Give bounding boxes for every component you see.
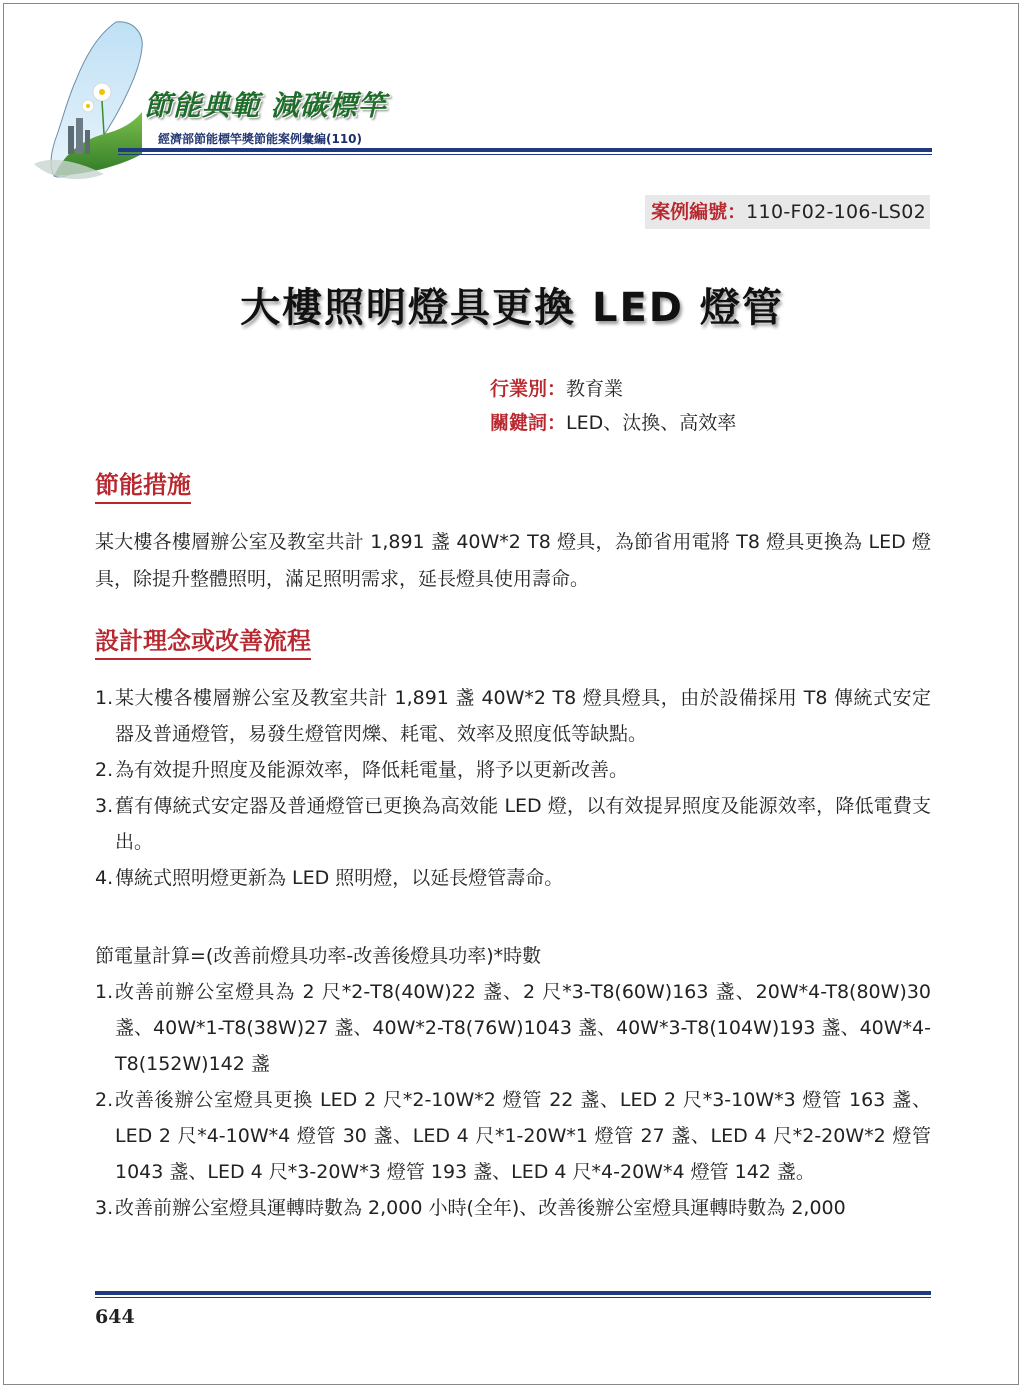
header-rule xyxy=(118,148,932,152)
list-item-text: 改善前辦公室燈具運轉時數為 2,000 小時(全年)、改善後辦公室燈具運轉時數為 2,000 xyxy=(115,1197,846,1219)
page-title: 大樓照明燈具更換 LED 燈管 xyxy=(240,285,784,331)
list-item-number: 4. xyxy=(95,867,114,889)
measures-paragraph: 某大樓各樓層辦公室及教室共計 1,891 盞 40W*2 T8 燈具，為節省用電將 T8 燈具更換為 LED 燈具，除提升整體照明，滿足照明需求，延長燈具使用壽命。 xyxy=(95,531,931,590)
list-item-number: 2. xyxy=(95,1089,114,1111)
section-heading-measures: 節能措施 xyxy=(95,470,191,504)
keywords-value: LED、汰換、高效率 xyxy=(566,412,737,434)
case-number-box xyxy=(645,195,930,229)
page-number: 644 xyxy=(95,1306,135,1328)
list-item-text: 為有效提升照度及能源效率，降低耗電量，將予以更新改善。 xyxy=(115,759,629,781)
list-item xyxy=(95,680,931,752)
banner-title: 節能典範 減碳標竿 xyxy=(144,89,387,122)
list-item-text: 傳統式照明燈更新為 LED 照明燈，以延長燈管壽命。 xyxy=(115,867,564,889)
section-heading-design: 設計理念或改善流程 xyxy=(95,626,311,660)
list-item-number: 3. xyxy=(95,1197,114,1219)
list-item-number: 1. xyxy=(95,687,114,709)
list-item-text: 舊有傳統式安定器及普通燈管已更換為高效能 LED 燈，以有效提昇照度及能源效率，降低電費支出。 xyxy=(115,795,931,853)
calculation-list xyxy=(95,974,931,1226)
list-item xyxy=(95,752,931,788)
banner-subtitle: 經濟部節能標竿獎節能案例彙編(110) xyxy=(158,132,363,146)
list-item xyxy=(95,860,931,896)
list-item xyxy=(95,974,931,1082)
list-item-text: 某大樓各樓層辦公室及教室共計 1,891 盞 40W*2 T8 燈具燈具，由於設備採用 T8 傳統式安定器及普通燈管，易發生燈管閃爍、耗電、效率及照度低等缺點。 xyxy=(115,687,931,745)
case-number-value: 110-F02-106-LS02 xyxy=(746,201,926,223)
list-item-text: 改善後辦公室燈具更換 LED 2 尺*2-10W*2 燈管 22 盞、LED 2 尺*3-10W*3 燈管 163 盞、LED 2 尺*4-10W*4 燈管 30 盞、LED 4 尺*1-20W*1 燈管 27 盞、LED 4 尺*2-20W*2 燈管 1043 盞、LED 4 尺*3-20W*3 燈管 193 盞、LED 4 尺*4-20W*4 燈管 142 盞。 xyxy=(115,1089,931,1183)
industry-line xyxy=(490,376,623,402)
footer-rule xyxy=(95,1291,931,1295)
footer-rule-thin xyxy=(95,1297,931,1298)
list-item-text: 改善前辦公室燈具為 2 尺*2-T8(40W)22 盞、2 尺*3-T8(60W)163 盞、20W*4-T8(80W)30 盞、40W*1-T8(38W)27 盞、40W*2-T8(76W)1043 盞、40W*3-T8(104W)193 盞、40W*4-T8(152W)142 盞 xyxy=(115,981,931,1075)
industry-value: 教育業 xyxy=(566,378,624,400)
keywords-label: 關鍵詞： xyxy=(490,412,567,434)
header-rule-thin xyxy=(118,154,932,155)
list-item xyxy=(95,1082,931,1190)
list-item xyxy=(95,788,931,860)
industry-label: 行業別： xyxy=(490,378,567,400)
list-item xyxy=(95,1190,931,1226)
calculation-title: 節電量計算=(改善前燈具功率-改善後燈具功率)*時數 xyxy=(95,945,542,967)
list-item-number: 2. xyxy=(95,759,114,781)
list-item-number: 3. xyxy=(95,795,114,817)
design-list xyxy=(95,680,931,896)
taiwan-map-landscape-logo xyxy=(24,14,164,184)
list-item-number: 1. xyxy=(95,981,114,1003)
keywords-line xyxy=(490,410,736,436)
case-number-label: 案例編號： xyxy=(651,201,747,223)
